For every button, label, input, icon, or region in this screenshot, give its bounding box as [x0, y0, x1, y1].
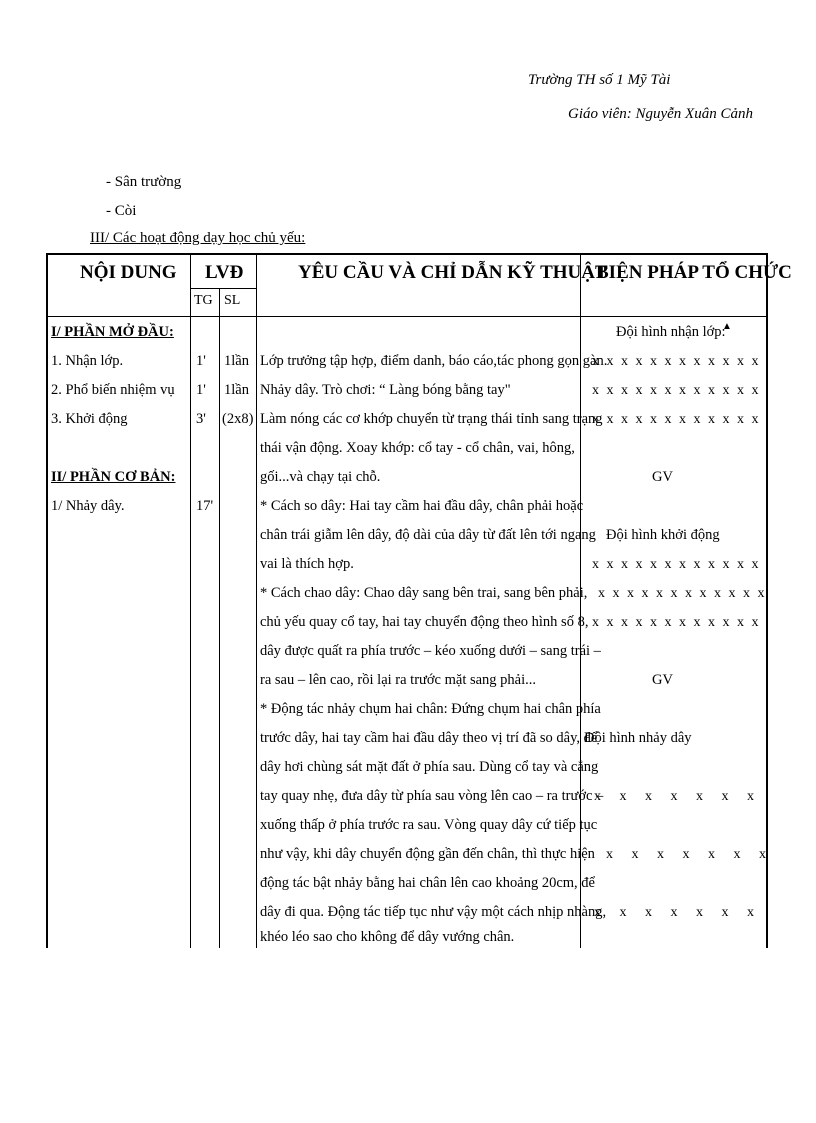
formation-row: x x x x x x x x x x x x	[592, 354, 761, 369]
formation-row: x x x x x x x x x x x x	[598, 586, 767, 601]
requirement-line: như vậy, khi dây chuyển động gần đến chân, thì thực hiện	[260, 846, 595, 862]
col-divider	[190, 253, 191, 948]
teacher-position: GV	[652, 672, 673, 688]
table-left-border	[46, 253, 48, 948]
requirement-line: chủ yếu quay cổ tay, hai tay chuyển động theo hình số 8,	[260, 614, 589, 630]
formation-row: x x x x x x x x x x x x	[592, 615, 761, 630]
requirement-line: tay quay nhẹ, đưa dây từ phía sau vòng lên cao – ra trước –	[260, 788, 604, 804]
section-title: III/ Các hoạt động dạy học chủ yếu:	[90, 230, 306, 246]
material-item: - Còi	[106, 203, 137, 219]
formation-row: x x x x x x x	[594, 905, 756, 920]
part-heading: II/ PHẦN CƠ BẢN:	[51, 469, 176, 485]
lvd-divider	[190, 288, 256, 289]
formation-row: x x x x x x x x x x x x	[592, 557, 761, 572]
header-organization: BIỆN PHÁP TỔ CHỨC	[596, 262, 792, 283]
col-divider	[219, 288, 220, 948]
header-tg: TG	[194, 293, 213, 308]
content-item: 1. Nhận lớp.	[51, 353, 124, 369]
requirement-line: * Cách so dây: Hai tay cầm hai đầu dây, chân phải hoặc	[260, 498, 584, 514]
requirement-line: Làm nóng các cơ khớp chuyển từ trạng thái tỉnh sang trạng	[260, 411, 603, 427]
requirement-line: thái vận động. Xoay khớp: cổ tay - cổ chân, vai, hông,	[260, 440, 575, 456]
formation-row: x x x x x x x	[594, 789, 756, 804]
requirement-line: chân trái giẫm lên dây, độ dài của dây từ đất lên tới ngang	[260, 527, 596, 543]
requirement-line: xuống thấp ở phía trước ra sau. Vòng quay dây cứ tiếp tục	[260, 817, 598, 833]
part-heading: I/ PHẦN MỞ ĐẦU:	[51, 324, 174, 340]
requirement-line: gối...và chạy tại chỗ.	[260, 469, 381, 485]
material-item: - Sân trường	[106, 174, 182, 190]
header-requirements: YÊU CẦU VÀ CHỈ DẪN KỸ THUẬT	[298, 262, 608, 283]
formation-label: Đội hình nhận lớp:	[616, 324, 726, 340]
tg-value: 1'	[196, 382, 206, 398]
content-item: 2. Phổ biến nhiệm vụ	[51, 382, 175, 398]
sl-value: (2x8)	[222, 411, 254, 427]
header-sl: SL	[224, 293, 241, 308]
requirement-line: Lớp trưởng tập hợp, điểm danh, báo cáo,tác phong gọn gàn.	[260, 353, 608, 369]
requirement-line: dây đi qua. Động tác tiếp tục như vậy một cách nhịp nhàng,	[260, 904, 607, 920]
requirement-line: dây hơi chùng sát mặt đất ở phía sau. Dùng cổ tay và cẳng	[260, 759, 599, 775]
content-item: 3. Khởi động	[51, 411, 128, 427]
requirement-line: vai là thích hợp.	[260, 556, 354, 572]
content-item: 1/ Nhảy dây.	[51, 498, 125, 514]
school-name: Trường TH số 1 Mỹ Tài	[528, 72, 671, 88]
formation-row: x x x x x x x x x x x x	[592, 383, 761, 398]
tg-value: 17'	[196, 498, 214, 514]
requirement-line: * Động tác nhảy chụm hai chân: Đứng chụm hai chân phía	[260, 701, 601, 717]
triangle-icon: ▲	[722, 321, 732, 332]
tg-value: 1'	[196, 353, 206, 369]
teacher-position: GV	[652, 469, 673, 485]
header-lvd: LVĐ	[205, 262, 244, 283]
requirement-line: động tác bật nhảy bằng hai chân lên cao khoảng 20cm, để	[260, 875, 595, 891]
requirement-line: trước dây, hai tay cầm hai đầu dây theo vị trí đã so dây, để	[260, 730, 598, 746]
requirement-line: * Cách chao dây: Chao dây sang bên trai, sang bên phải,	[260, 585, 588, 601]
tg-value: 3'	[196, 411, 206, 427]
header-bottom-border	[46, 316, 768, 317]
formation-label: Đội hình khởi động	[606, 527, 720, 543]
formation-row: x x x x x x x	[606, 847, 768, 862]
header-content: NỘI DUNG	[80, 262, 177, 283]
sl-value: 1lần	[224, 382, 249, 398]
col-divider	[256, 253, 257, 948]
requirement-line: dây được quất ra phía trước – kéo xuống dưới – sang trái –	[260, 643, 601, 659]
formation-label: Đội hình nhảy dây	[584, 730, 692, 746]
formation-row: x x x x x x x x x x x x	[592, 412, 761, 427]
requirement-line: Nhảy dây. Trò chơi: “ Làng bóng bằng tay"	[260, 382, 511, 398]
sl-value: 1lần	[224, 353, 249, 369]
requirement-line: khéo léo sao cho không để dây vướng chân.	[260, 929, 515, 945]
requirement-line: ra sau – lên cao, rồi lại ra trước mặt sang phải...	[260, 672, 537, 688]
table-top-border	[46, 253, 768, 255]
teacher-name: Giáo viên: Nguyễn Xuân Cảnh	[568, 106, 753, 122]
